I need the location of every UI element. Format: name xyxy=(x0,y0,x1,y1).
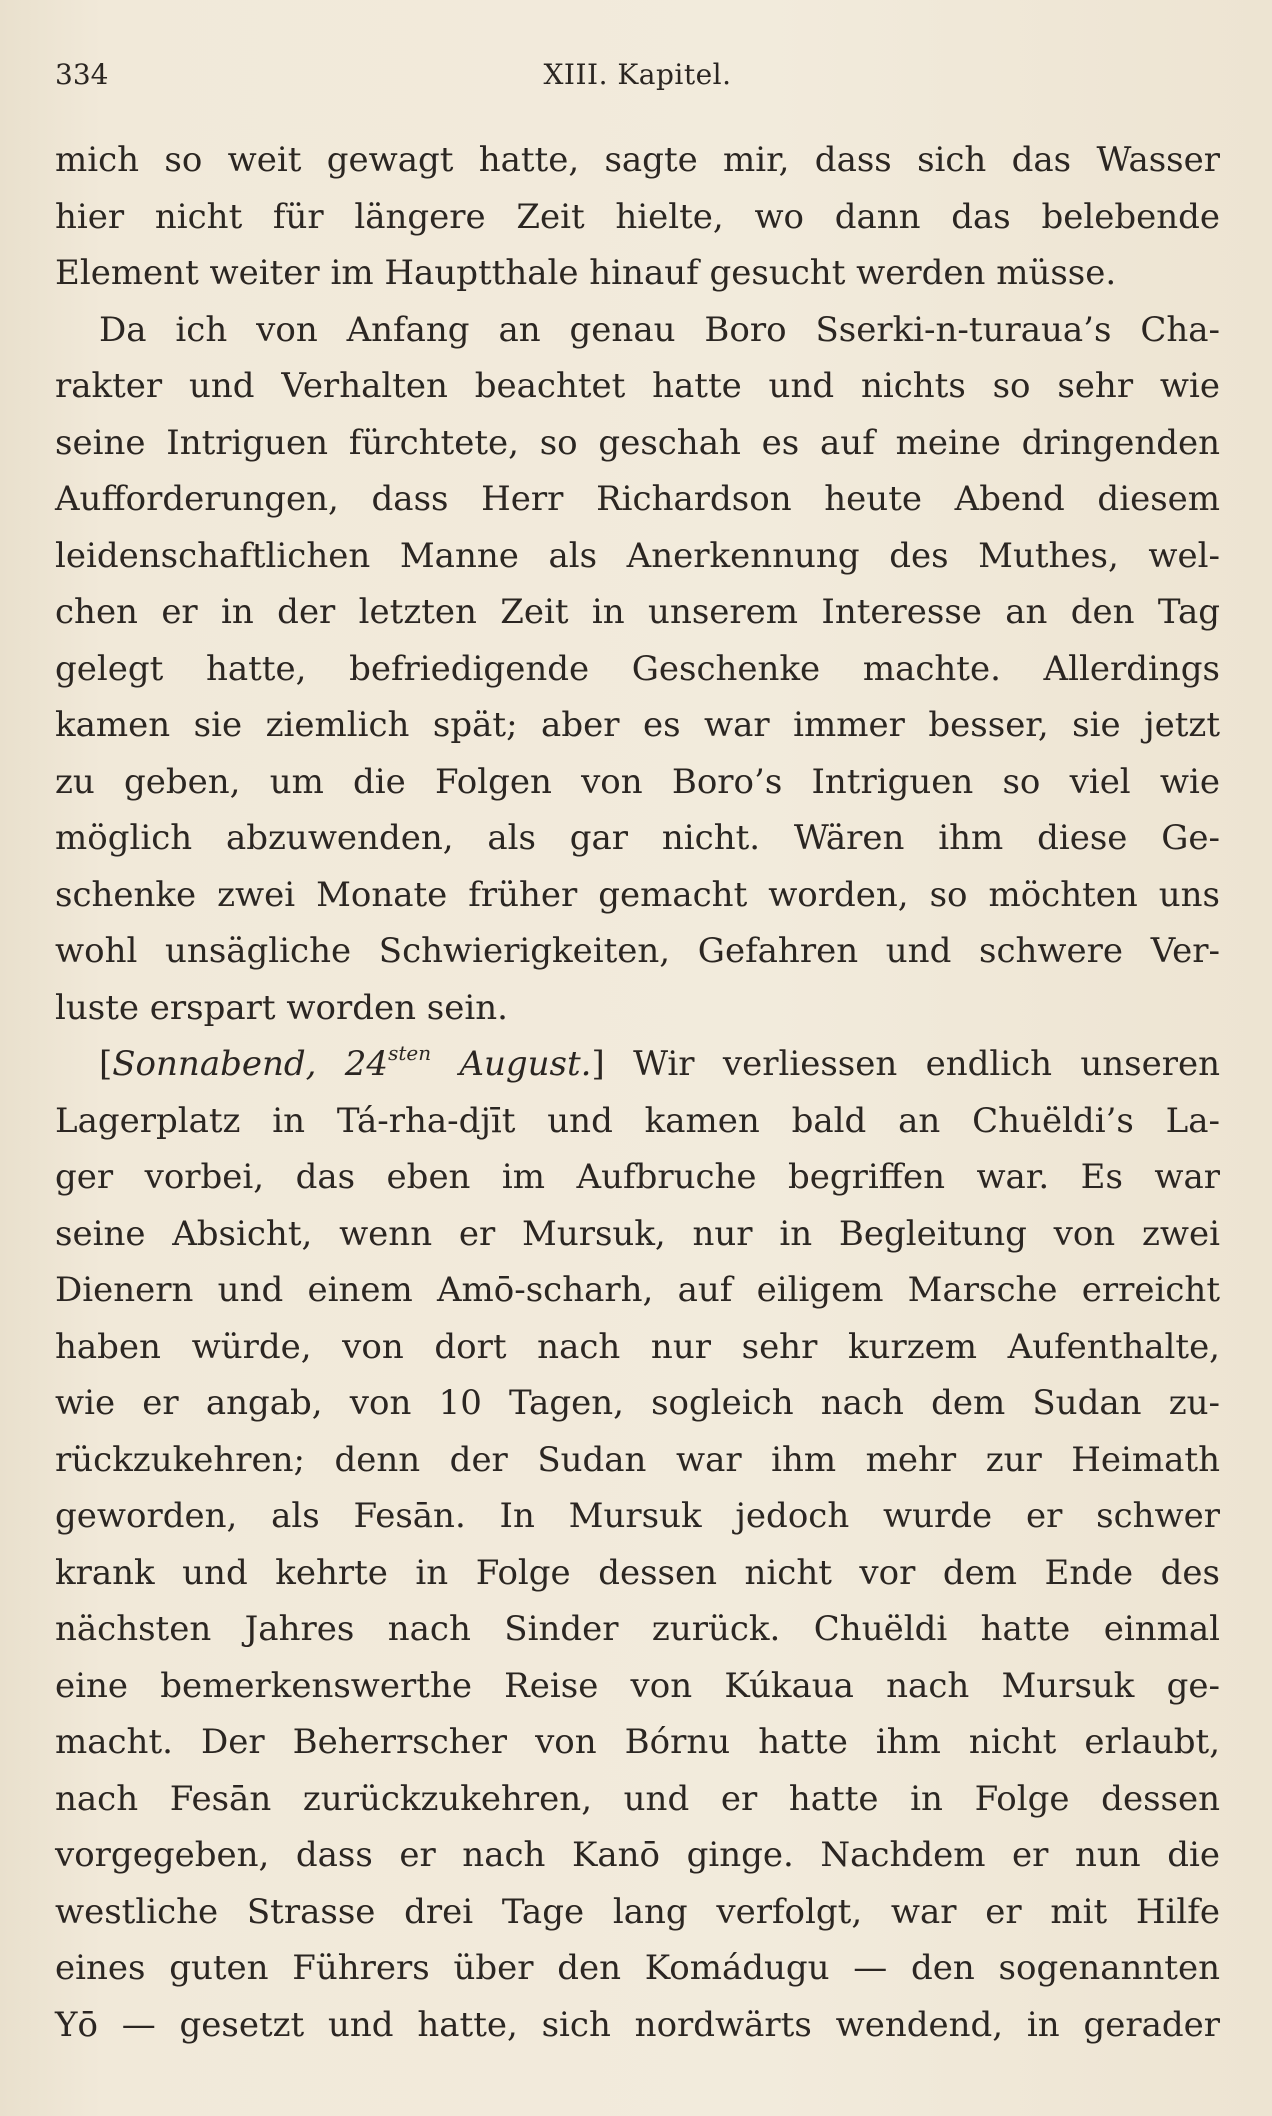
date-open-bracket: [ xyxy=(99,1044,113,1084)
text-line: luste erspart worden sein. xyxy=(55,987,508,1028)
text-line: seine Absicht, wenn er Mursuk, nur in Begleitung von zwei xyxy=(55,1213,1220,1254)
text-line: westliche Strasse drei Tage lang verfolgt, war er mit Hilfe xyxy=(55,1891,1220,1932)
text-line: leidenschaftlichen Manne als Anerkennung des Muthes, wel- xyxy=(55,535,1220,576)
text-line: hier nicht für längere Zeit hielte, wo dann das belebende xyxy=(55,196,1220,237)
text-line: nächsten Jahres nach Sinder zurück. Chuëldi hatte einmal xyxy=(55,1609,1220,1649)
text-line: möglich abzuwenden, als gar nicht. Wären ihm diese Ge- xyxy=(55,818,1220,858)
text-line: vorgegeben, dass er nach Kanō ginge. Nachdem er nun die xyxy=(55,1835,1220,1875)
text-line: Lagerplatz in Tá-rha-djīt und kamen bald an Chuëldi’s La- xyxy=(55,1100,1220,1141)
body-text xyxy=(55,132,1220,2053)
text-line: haben würde, von dort nach nur sehr kurzem Aufenthalte, xyxy=(55,1326,1220,1367)
text-line: rakter und Verhalten beachtet hatte und nichts so sehr wie xyxy=(55,366,1220,406)
text-line: rückzukehren; denn der Sudan war ihm mehr zur Heimath xyxy=(55,1439,1220,1480)
text-line: Element weiter im Hauptthale hinauf gesucht werden müsse. xyxy=(55,253,1117,293)
page-number: 334 xyxy=(55,58,109,91)
text-line: kamen sie ziemlich spät; aber es war immer besser, sie jetzt xyxy=(55,705,1220,745)
date-month: August. xyxy=(459,1044,592,1084)
text-line: wohl unsägliche Schwierigkeiten, Gefahren und schwere Ver- xyxy=(55,931,1220,971)
text-line: eine bemerkenswerthe Reise von Kúkaua nach Mursuk ge- xyxy=(55,1665,1220,1706)
text-line: Aufforderungen, dass Herr Richardson heute Abend diesem xyxy=(55,479,1220,519)
text-line: gelegt hatte, befriedigende Geschenke machte. Allerdings xyxy=(55,648,1220,689)
text-line: Dienern und einem Amō-scharh, auf eiligem Marsche erreicht xyxy=(55,1270,1220,1310)
text-line: ger vorbei, das eben im Aufbruche begriffen war. Es war xyxy=(55,1157,1220,1197)
date-line xyxy=(55,1036,1220,1093)
running-head: XIII. Kapitel. xyxy=(543,58,732,91)
text-line: Da ich von Anfang an genau Boro Sserki-n-turaua’s Cha- xyxy=(99,309,1220,350)
text-line: schenke zwei Monate früher gemacht worden, so möchten uns xyxy=(55,874,1220,915)
text-line: wie er angab, von 10 Tagen, sogleich nach dem Sudan zu- xyxy=(55,1383,1220,1423)
text-line: mich so weit gewagt hatte, sagte mir, dass sich das Wasser xyxy=(55,140,1220,180)
text-line: macht. Der Beherrscher von Bórnu hatte ihm nicht erlaubt, xyxy=(55,1722,1220,1762)
text-line: chen er in der letzten Zeit in unserem Interesse an den Tag xyxy=(55,592,1220,632)
page-header xyxy=(55,58,1220,98)
text-line: geworden, als Fesān. In Mursuk jedoch wurde er schwer xyxy=(55,1496,1220,1536)
date-line-rest: Wir verliessen endlich unseren xyxy=(604,1044,1221,1084)
date-weekday: Sonnabend, xyxy=(112,1044,317,1084)
date-close-bracket: ] xyxy=(591,1044,605,1084)
text-line: seine Intriguen fürchtete, so geschah es auf meine dringenden xyxy=(55,422,1220,463)
text-line: eines guten Führers über den Komádugu — den sogenannten xyxy=(55,1948,1220,1988)
text-line: Yō — gesetzt und hatte, sich nordwärts wendend, in gerader xyxy=(55,2004,1220,2045)
text-line: zu geben, um die Folgen von Boro’s Intriguen so viel wie xyxy=(55,761,1220,802)
date-day-suffix: sten xyxy=(388,1041,432,1065)
text-line: krank und kehrte in Folge dessen nicht vor dem Ende des xyxy=(55,1552,1220,1593)
text-line: nach Fesān zurückzukehren, und er hatte in Folge dessen xyxy=(55,1778,1220,1819)
date-day: 24 xyxy=(344,1044,389,1084)
